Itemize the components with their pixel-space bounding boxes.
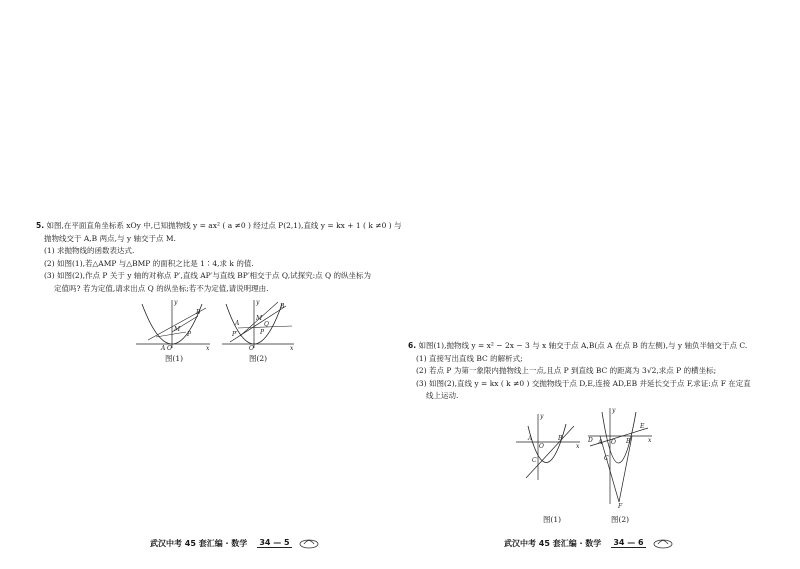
label-x: x	[648, 437, 652, 444]
label-E: E	[640, 423, 645, 430]
label-B: B	[626, 438, 631, 445]
label-y: y	[612, 407, 616, 414]
label-x: x	[290, 345, 294, 352]
line-AD-F	[600, 436, 619, 502]
label-C: C	[532, 457, 537, 464]
line-EB-F	[619, 436, 632, 502]
problem-6-figure-1-caption: 图(1)	[542, 515, 562, 524]
right-page	[400, 0, 800, 569]
problem-6-figure-2	[586, 406, 654, 508]
label-A: A	[528, 435, 533, 442]
problem-6-question-3: (3) 如图(2),直线 y = kx ( k ≠0 ) 交抛物线于点 D,E,连接 AD,EB 并延长交于点 F,求证:点 F 在定直	[416, 378, 751, 388]
problem-5-question-1: (1) 求抛物线的函数表达式.	[44, 246, 135, 255]
problem-5	[36, 220, 402, 295]
problem-6-question-2: (2) 若点 P 为第一象限内抛物线上一点,且点 P 到直线 BC 的距离为 3√2,求点 P 的横坐标;	[416, 366, 717, 375]
label-B: B	[280, 303, 285, 310]
problem-5-number: 5.	[36, 221, 45, 230]
problem-6-number: 6.	[408, 341, 417, 350]
label-A: A	[598, 439, 603, 446]
label-C: C	[604, 455, 609, 462]
problem-6-figure-2-caption: 图(2)	[610, 515, 630, 524]
footer-right	[504, 536, 674, 550]
label-A: A	[161, 345, 166, 352]
footer-page-number: 34 — 5	[259, 538, 290, 547]
label-y: y	[540, 413, 544, 420]
line-BC	[526, 426, 574, 478]
label-x: x	[576, 443, 580, 450]
problem-6-figure-1	[514, 412, 582, 484]
footer-page-number: 34 — 6	[613, 538, 644, 547]
label-O: O	[539, 443, 544, 450]
label-B: B	[558, 435, 563, 442]
label-O: O	[167, 345, 172, 352]
problem-5-line-2: 抛物线交于 A,B 两点,与 y 轴交于点 M.	[44, 233, 176, 243]
problem-5-line-1: 5. 如图,在平面直角坐标系 xOy 中,已知抛物线 y = ax² ( a ≠0 ) 经过点 P(2,1),直线 y = kx + 1 ( k ≠0 ) 与	[36, 221, 402, 230]
footer-left	[150, 536, 320, 550]
label-P-prime: P′	[232, 331, 238, 338]
publisher-logo-icon	[652, 536, 674, 550]
label-D: D	[588, 437, 593, 444]
label-y: y	[256, 299, 260, 306]
footer-book-title: 武汉中考 45 套汇编 · 数学	[504, 538, 602, 548]
problem-5-figure-2-caption: 图(2)	[248, 354, 268, 363]
label-A: A	[235, 320, 240, 327]
problem-6	[408, 340, 796, 403]
label-y: y	[174, 299, 178, 306]
problem-5-question-2: (2) 如图(1),若△AMP 与△BMP 的面积之比是 1∶4,求 k 的值.	[44, 258, 254, 268]
label-M: M	[256, 315, 263, 322]
problem-6-line-1: 6. 如图(1),抛物线 y = x² − 2x − 3 与 x 轴交于点 A,B(点 A 在点 B 的左侧),与 y 轴负半轴交于点 C.	[408, 341, 748, 350]
problem-5-figure-1-caption: 图(1)	[164, 354, 184, 363]
problem-5-question-3-cont: 定值吗? 若为定值,请求出点 Q 的纵坐标;若不为定值,请说明理由.	[54, 283, 269, 293]
problem-6-question-3-cont: 线上运动.	[426, 391, 459, 400]
problem-5-figure-1	[134, 298, 214, 350]
footer-book-title: 武汉中考 45 套汇编 · 数学	[150, 538, 248, 548]
label-B: B	[196, 309, 201, 316]
label-O: O	[611, 439, 616, 446]
label-x: x	[206, 345, 210, 352]
label-P: P	[187, 331, 192, 338]
problem-5-question-3: (3) 如图(2),作点 P 关于 y 轴的对称点 P′,直线 AP′与直线 BP′相交于点 Q,试探究:点 Q 的纵坐标为	[44, 271, 372, 280]
label-P: P	[260, 329, 265, 336]
problem-6-question-1: (1) 直接写出直线 BC 的解析式;	[416, 353, 523, 363]
label-F: F	[618, 503, 623, 510]
label-O: O	[249, 345, 254, 352]
publisher-logo-icon	[298, 536, 320, 550]
label-Q: Q	[264, 321, 269, 328]
problem-5-figure-2	[220, 298, 298, 350]
label-M: M	[174, 326, 181, 333]
